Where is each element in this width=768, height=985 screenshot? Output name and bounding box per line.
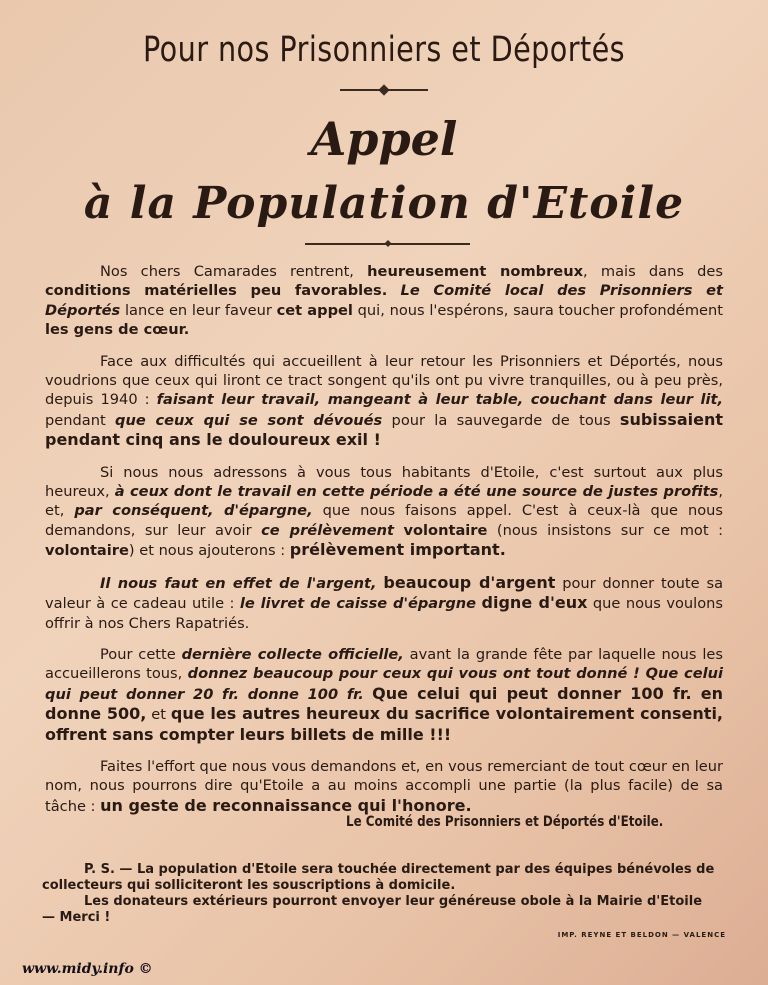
paragraph bbox=[45, 463, 723, 561]
text-segment: digne d'eux bbox=[481, 593, 588, 613]
ps-line: collecteurs qui solliciteront les souscriptions à domicile. bbox=[42, 878, 456, 893]
text-segment: , et, bbox=[45, 483, 723, 520]
text-segment: les gens de cœur. bbox=[45, 321, 190, 339]
ps-line: — Merci ! bbox=[42, 910, 111, 925]
text-segment: que nous faisons appel. C'est à ceux-là que nous demandons, sur leur avoir bbox=[45, 502, 723, 539]
paragraph bbox=[45, 573, 723, 633]
paragraph bbox=[45, 262, 723, 340]
text-segment: (nous insistons sur ce mot : bbox=[487, 521, 723, 539]
paragraph bbox=[45, 645, 723, 745]
text-segment: que nous voulons offrir à nos Chers Rapatriés. bbox=[45, 595, 723, 632]
text-segment: Il nous faut en effet de l'argent, bbox=[100, 574, 377, 592]
text-segment: conditions matérielles peu favorables. bbox=[45, 282, 388, 300]
title-divider bbox=[305, 243, 470, 245]
text-segment: dernière collecte officielle, bbox=[181, 645, 404, 663]
paragraph bbox=[45, 352, 723, 451]
text-segment: volontaire bbox=[403, 521, 488, 539]
text-segment: beaucoup d'argent bbox=[383, 572, 556, 592]
ps-line: Les donateurs extérieurs pourront envoyer leur généreuse obole à la Mairie d'Etoile bbox=[84, 894, 703, 909]
text-segment: un geste de reconnaissance qui l'honore. bbox=[100, 795, 472, 815]
text-segment: avant la grande fête par laquelle nous les accueillerons tous, bbox=[45, 645, 723, 683]
header-title: Pour nos Prisonniers et Déportés bbox=[142, 30, 626, 70]
text-segment: que les autres heureux du sacrifice volontairement consenti, offrent sans compter leurs billets de mille !!! bbox=[45, 704, 724, 744]
text-segment: donnez beaucoup pour ceux qui vous ont tout donné ! Que celui qui peut donner 20 fr. donne 100 fr. bbox=[45, 665, 723, 703]
text-segment: et bbox=[146, 706, 171, 724]
top-divider bbox=[340, 89, 428, 91]
text-segment: Faites l'effort que nous vous demandons et, en vous remerciant de tout cœur en leur nom, nous pourrons dire qu'Etoile a au moins accompli une partie (la plus facile) de sa tâche : bbox=[45, 757, 723, 815]
divider-ornament bbox=[378, 84, 389, 95]
text-segment: le livret de caisse d'épargne bbox=[239, 595, 477, 613]
text-segment: pour la sauvegarde de tous bbox=[382, 411, 620, 429]
text-segment: Face aux difficultés qui accueillent à leur retour les Prisonniers et Déportés, nous voudrions que ceux qui liront ce tract songent qu'ils ont pu vivre tranquilles, ou à peu près, depuis 1940 : bbox=[45, 352, 723, 409]
text-segment: Le Comité local des Prisonniers et Déportés bbox=[45, 282, 724, 319]
text-segment: Que celui qui peut donner 100 fr. en donne 500, bbox=[45, 683, 723, 724]
text-segment bbox=[387, 282, 400, 299]
text-segment: qui, nous l'espérons, saura toucher profondément bbox=[352, 301, 724, 319]
postscript bbox=[42, 862, 732, 926]
text-segment: volontaire bbox=[45, 542, 129, 560]
text-segment: prélèvement important. bbox=[289, 540, 506, 560]
text-segment: pendant bbox=[45, 411, 115, 429]
text-segment: que ceux qui se sont dévoués bbox=[115, 411, 383, 429]
printer-imprint: IMP. REYNE ET BELDON — VALENCE bbox=[557, 931, 726, 939]
website-watermark: www.midy.info © bbox=[22, 961, 153, 977]
signature: Le Comité des Prisonniers et Déportés d'Etoile. bbox=[345, 814, 663, 830]
text-segment bbox=[394, 522, 404, 539]
title-population: à la Population d'Etoile bbox=[83, 178, 685, 229]
paragraph bbox=[45, 757, 723, 816]
text-segment: subissaient pendant cinq ans le douloureux exil ! bbox=[45, 409, 723, 450]
divider-ornament bbox=[384, 240, 391, 247]
text-segment: ) et nous ajouterons : bbox=[128, 542, 290, 560]
text-segment: , mais dans des bbox=[583, 263, 724, 280]
text-segment: faisant leur travail, mangeant à leur table, couchant dans leur lit, bbox=[156, 391, 724, 409]
text-segment: Nos chers Camarades rentrent, bbox=[100, 263, 368, 280]
text-segment: heureusement nombreux bbox=[367, 263, 583, 280]
title-appel: Appel bbox=[310, 112, 458, 166]
text-segment: pour donner toute sa valeur à ce cadeau utile : bbox=[45, 574, 724, 613]
text-segment: lance en leur faveur bbox=[120, 301, 277, 319]
text-segment: à ceux dont le travail en cette période a été une source de justes profits bbox=[114, 483, 719, 501]
text-segment: ce prélèvement bbox=[261, 521, 394, 539]
text-segment: Pour cette bbox=[100, 645, 182, 663]
ps-line: P. S. — La population d'Etoile sera touchée directement par des équipes bénévoles de bbox=[84, 862, 715, 877]
text-segment: Si nous nous adressons à vous tous habitants d'Etoile, c'est surtout aux plus heureux, bbox=[45, 463, 723, 501]
body-text bbox=[45, 262, 723, 824]
text-segment: cet appel bbox=[276, 301, 353, 319]
text-segment bbox=[364, 686, 372, 703]
text-segment: par conséquent, d'épargne, bbox=[74, 502, 313, 520]
